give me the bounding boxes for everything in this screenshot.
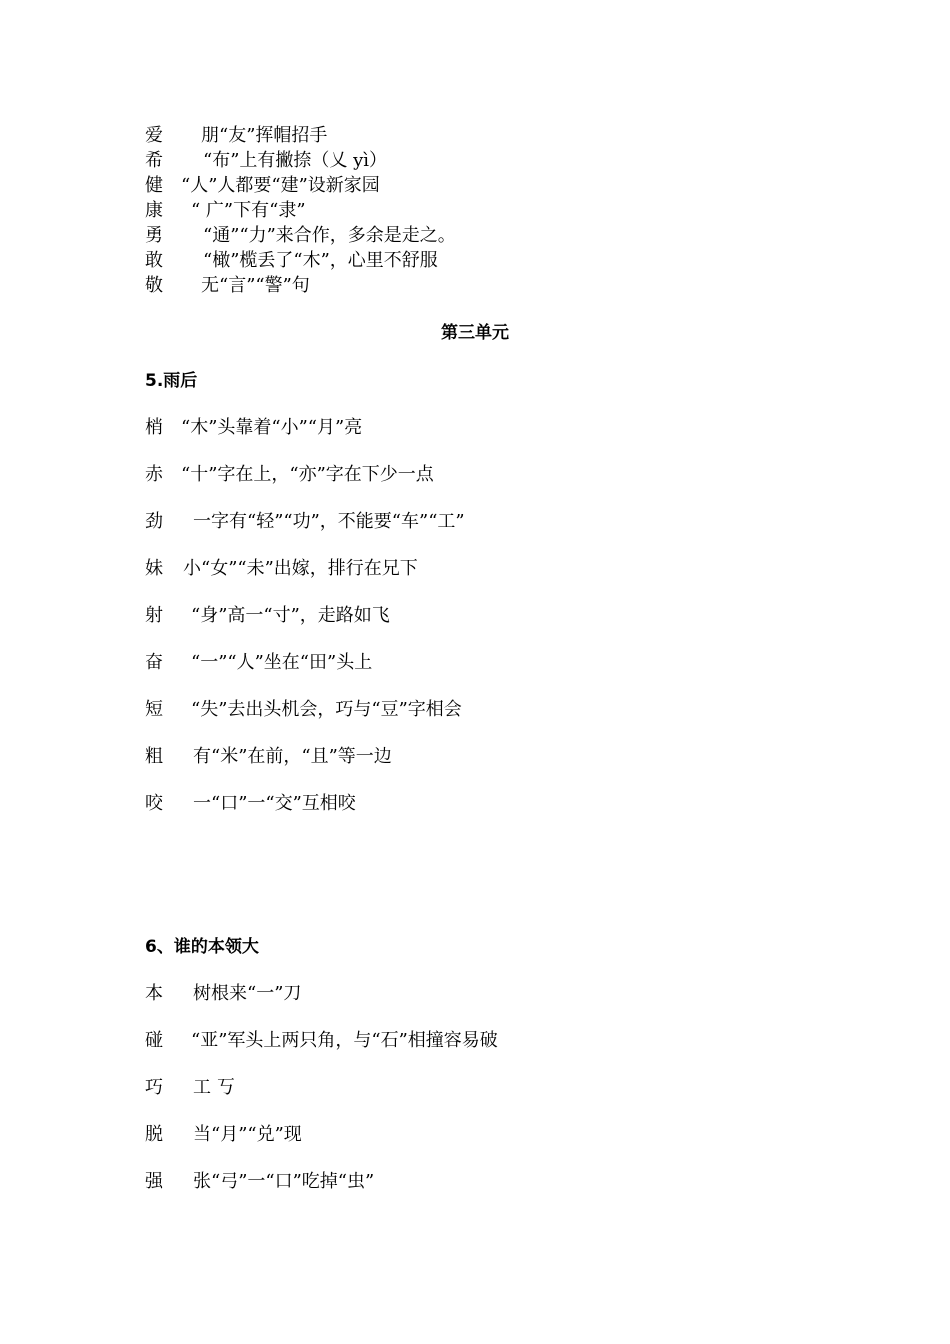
row-hint: “ 广”下有“隶” — [191, 200, 306, 221]
lesson-row — [145, 746, 392, 768]
row-char: 短 — [145, 699, 163, 720]
row-char: 巧 — [145, 1077, 163, 1098]
row-hint: 一字有“轻”“功”，不能要“车”“工” — [193, 511, 465, 532]
intro-row — [145, 150, 387, 172]
row-char: 本 — [145, 983, 163, 1004]
row-hint: 树根来“一”刀 — [193, 983, 302, 1004]
row-char: 康 — [145, 200, 163, 221]
row-hint: “失”去出头机会，巧与“豆”字相会 — [191, 699, 462, 720]
row-char: 碰 — [145, 1030, 163, 1051]
row-hint: 无“言”“警”句 — [201, 275, 310, 296]
row-hint: “人”人都要“建”设新家园 — [181, 175, 380, 196]
row-char: 敬 — [145, 275, 163, 296]
lesson-row — [145, 983, 301, 1005]
intro-row — [145, 175, 380, 197]
intro-row — [145, 250, 438, 272]
row-hint: “身”高一“寸”，走路如飞 — [191, 605, 390, 626]
lesson-row — [145, 1124, 302, 1146]
row-hint: 朋“友”挥帽招手 — [201, 125, 328, 146]
row-hint: 一“口”一“交”互相咬 — [193, 793, 356, 814]
row-char: 粗 — [145, 746, 163, 767]
row-char: 劲 — [145, 511, 163, 532]
lesson-row — [145, 1077, 235, 1099]
row-hint: “一”“人”坐在“田”头上 — [191, 652, 373, 673]
row-hint: “木”头靠着“小”“月”亮 — [181, 417, 363, 438]
lesson-title: 5.雨后 — [145, 371, 198, 391]
lesson-row — [145, 511, 465, 533]
row-hint: 当“月”“兑”现 — [193, 1124, 302, 1145]
lesson-row — [145, 1030, 498, 1052]
row-hint: “亚”军头上两只角，与“石”相撞容易破 — [191, 1030, 498, 1051]
row-char: 咬 — [145, 793, 163, 814]
intro-row — [145, 225, 456, 247]
row-hint: 张“弓”一“口”吃掉“虫” — [193, 1171, 375, 1192]
lesson-row — [145, 652, 372, 674]
lesson-row — [145, 793, 356, 815]
intro-row — [145, 125, 327, 147]
lesson-row — [145, 605, 390, 627]
lesson-row — [145, 464, 434, 486]
lesson-row — [145, 417, 362, 439]
lesson-row — [145, 1171, 374, 1193]
row-char: 勇 — [145, 225, 163, 246]
unit-title: 第三单元 — [441, 323, 509, 343]
row-hint: 工 丂 — [193, 1077, 235, 1098]
row-hint: “通”“力”来合作，多余是走之。 — [203, 225, 456, 246]
row-char: 敢 — [145, 250, 163, 271]
lesson-row — [145, 558, 418, 580]
row-hint: “十”字在上，“亦”字在下少一点 — [181, 464, 434, 485]
intro-row — [145, 275, 310, 297]
row-char: 爱 — [145, 125, 163, 146]
row-hint: 有“米”在前，“且”等一边 — [193, 746, 392, 767]
row-char: 强 — [145, 1171, 163, 1192]
row-hint: “布”上有撇捺（乂 yì） — [203, 150, 388, 171]
row-char: 赤 — [145, 464, 163, 485]
intro-row — [145, 200, 306, 222]
row-char: 健 — [145, 175, 163, 196]
row-char: 奋 — [145, 652, 163, 673]
lesson-title: 6、谁的本领大 — [145, 937, 259, 957]
row-char: 脱 — [145, 1124, 163, 1145]
row-char: 梢 — [145, 417, 163, 438]
row-char: 希 — [145, 150, 163, 171]
row-char: 妹 — [145, 558, 163, 579]
row-hint: 小“女”“未”出嫁，排行在兄下 — [183, 558, 418, 579]
lesson-row — [145, 699, 462, 721]
row-hint: “橄”榄丢了“木”，心里不舒服 — [203, 250, 438, 271]
row-char: 射 — [145, 605, 163, 626]
